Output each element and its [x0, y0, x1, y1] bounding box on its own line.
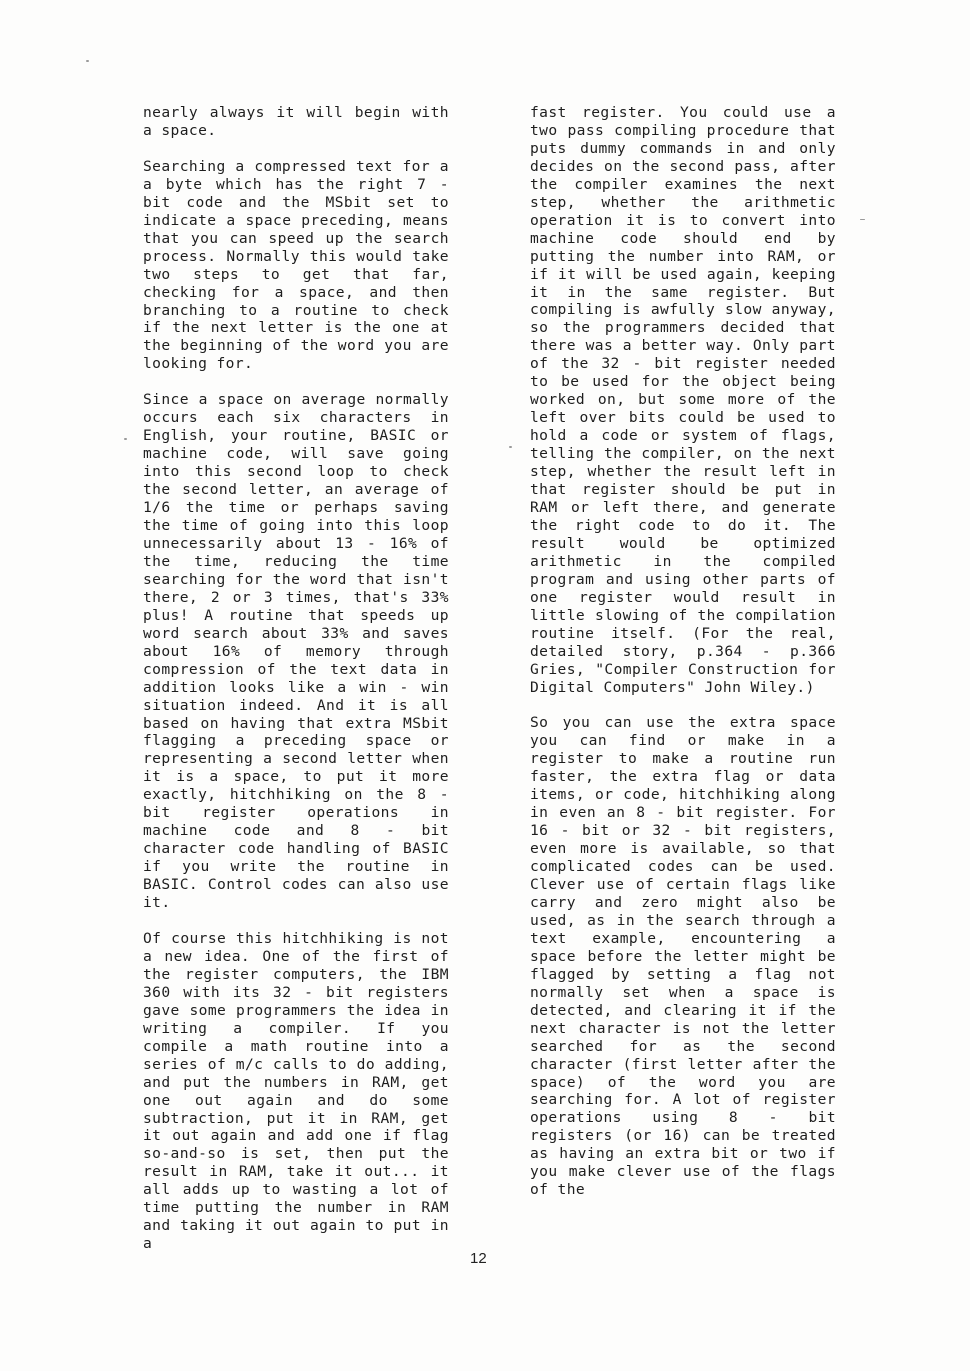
- paragraph: Searching a compressed text for a a byte which has the right 7 - bit code and the MSbit set to indicate a space preceding, means that you can speed up the search process. Normally this would take two steps to get that far, checking for a space, and then branching to a routine to check if the next letter is the one at the beginning of the word you are looking for.: [143, 157, 449, 373]
- paragraph: nearly always it will begin with a space.: [143, 104, 449, 139]
- paragraph: Of course this hitchhiking is not a new idea. One of the first of the register computers, the IBM 360 with its 32 - bit registers gave some programmers the idea in writing a compiler. If you compile a math routine into a series of m/c calls to do adding, and put the numbers in RAM, get one out again and do some subtraction, put it in RAM, get it out again and add one if flag so-and-so is set, then put the result in RAM, take it out... it all adds up to wasting a lot of time putting the number in RAM and taking it out again to put in a: [143, 929, 449, 1253]
- paragraph: So you can use the extra space you can find or make in a register to make a routine run faster, the extra flag or data items, or code, hitchhiking along in even an 8 - bit register. For 16 - bit or 32 - bit registers, even more is available, so that complicated codes can be used. Clever use of certain flags like carry and zero might also be used, as in the search through a text example, encountering a space before the letter might be flagged by setting a flag not normally set when a space is detected, and clearing it if the next character is not the letter searched for as the second character (first letter after the space) of the word you are searching for. A lot of register operations using 8 - bit registers (or 16) can be treated as having an extra bit or two if you make clever use of the flags of the: [530, 714, 836, 1199]
- page-number: 12: [470, 1250, 487, 1267]
- scan-speck: [124, 438, 127, 440]
- paragraph: Since a space on average normally occurs each six characters in English, your routine, BASIC or machine code, will save going into this second loop to check the second letter, an average of 1/6 the time or perhaps saving the time of going into this loop unnecessarily about 13 - 16% of the time, reducing the time searching for the word that isn't there, 2 or 3 times, that's 33% plus! A routine that speeds up word search about 33% and saves about 16% of memory through compression of the text data in addition looks like a win - win situation indeed. And it is all based on having that extra MSbit flagging a preceding space or representing a second letter when it is a space, to put it more exactly, hitchhiking on the 8 - bit register operations in machine code and 8 - bit character code handling of BASIC if you write the routine in BASIC. Control codes can also use it.: [143, 391, 449, 912]
- paragraph: fast register. You could use a two pass compiling procedure that puts dummy commands in and only decides on the second pass, after the compiler examines the next step, whether the arithmetic operation it is to convert into machine code should end by putting the number into RAM, or if it will be used again, keeping it in the same register. But compiling is awfully slow anyway, so the programmers decided that there was a better way. Only part of the 32 - bit register needed to be used for the object being worked on, but some more of the left over bits could be used to hold a code or system of flags, telling the compiler, on the next step, whether the result left in that register should be put in RAM or left there, and generate the right code to do it. The result would be optimized arithmetic in the compiled program and using other parts of one register would result in little slowing of the compilation routine itself. (For the real, detailed story, p.364 - p.366 Gries, "Compiler Construction for Digital Computers" John Wiley.): [530, 104, 836, 696]
- scan-speck: [860, 219, 865, 220]
- left-text-column: [143, 104, 449, 1271]
- scan-speck: [509, 446, 512, 448]
- right-text-column: [530, 104, 836, 1217]
- scan-speck: [86, 60, 89, 62]
